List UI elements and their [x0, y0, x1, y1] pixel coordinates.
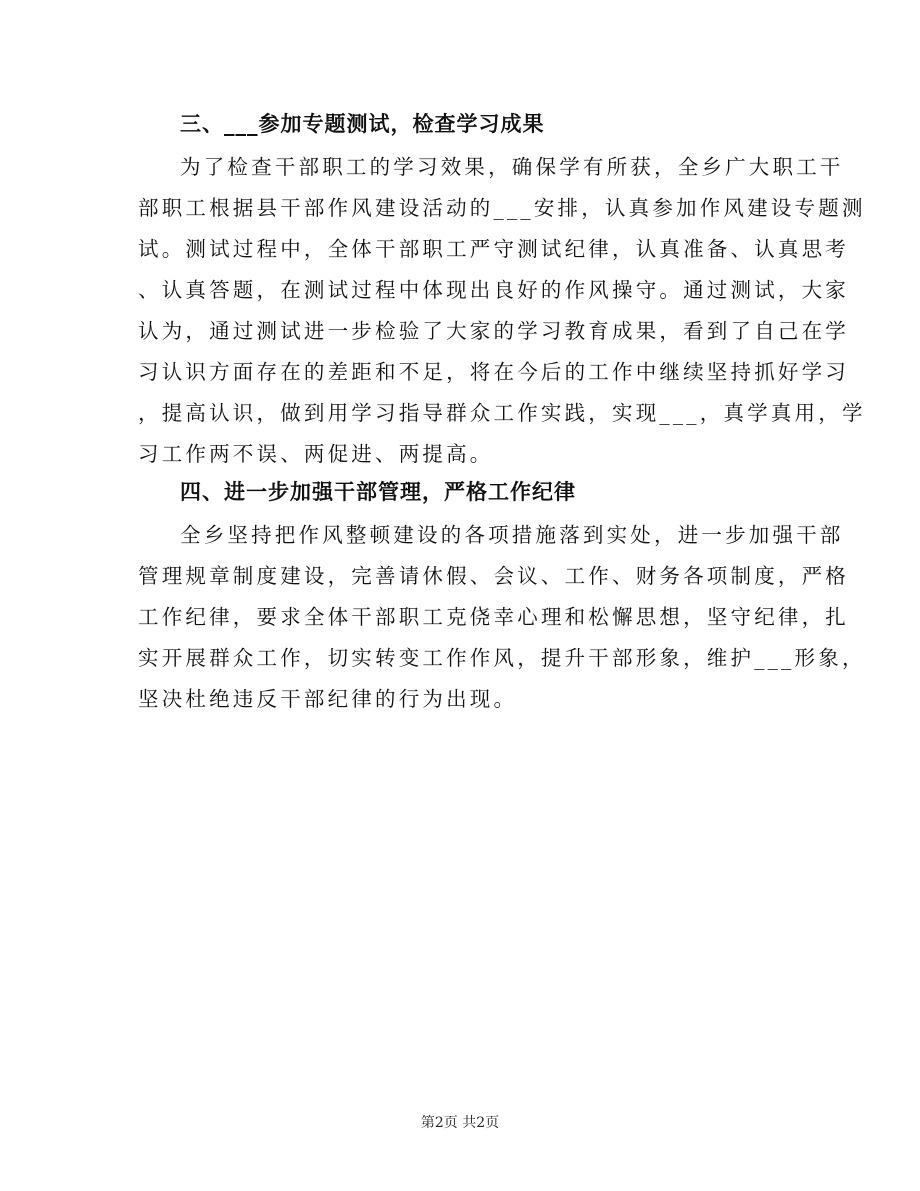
paragraph-line: 坚决杜绝违反干部纪律的行为出现。 [138, 687, 518, 711]
paragraph-line: 试。测试过程中，全体干部职工严守测试纪律，认真准备、认真思考 [138, 237, 849, 261]
paragraph-line: ，提高认识，做到用学习指导群众工作实践，实现___，真学真用，学 [138, 401, 866, 425]
page-number: 第2页 共2页 [420, 1115, 500, 1131]
paragraph-line: 为了检查干部职工的学习效果，确保学有所获，全乡广大职工干 [180, 155, 844, 179]
paragraph-line: 习工作两不误、两促进、两提高。 [138, 442, 494, 466]
paragraph-line: 管理规章制度建设，完善请休假、会议、工作、财务各项制度，严格 [138, 564, 849, 588]
section-4-heading: 四、进一步加强干部管理，严格工作纪律 [180, 480, 576, 504]
section-3-heading: 三、___参加专题测试，检查学习成果 [180, 112, 545, 136]
paragraph-line: 部职工根据县干部作风建设活动的___安排，认真参加作风建设专题测 [138, 196, 866, 220]
paragraph-line: 全乡坚持把作风整顿建设的各项措施落到实处，进一步加强干部 [180, 523, 844, 547]
paragraph-line: 、认真答题，在测试过程中体现出良好的作风操守。通过测试，大家 [138, 278, 849, 302]
paragraph-line: 认为，通过测试进一步检验了大家的学习教育成果，看到了自己在学 [138, 319, 849, 343]
paragraph-line: 习认识方面存在的差距和不足，将在今后的工作中继续坚持抓好学习 [138, 360, 849, 384]
paragraph-line: 工作纪律，要求全体干部职工克侥幸心理和松懈思想，坚守纪律，扎 [138, 605, 849, 629]
paragraph-line: 实开展群众工作，切实转变工作作风，提升干部形象，维护___形象， [138, 646, 866, 670]
